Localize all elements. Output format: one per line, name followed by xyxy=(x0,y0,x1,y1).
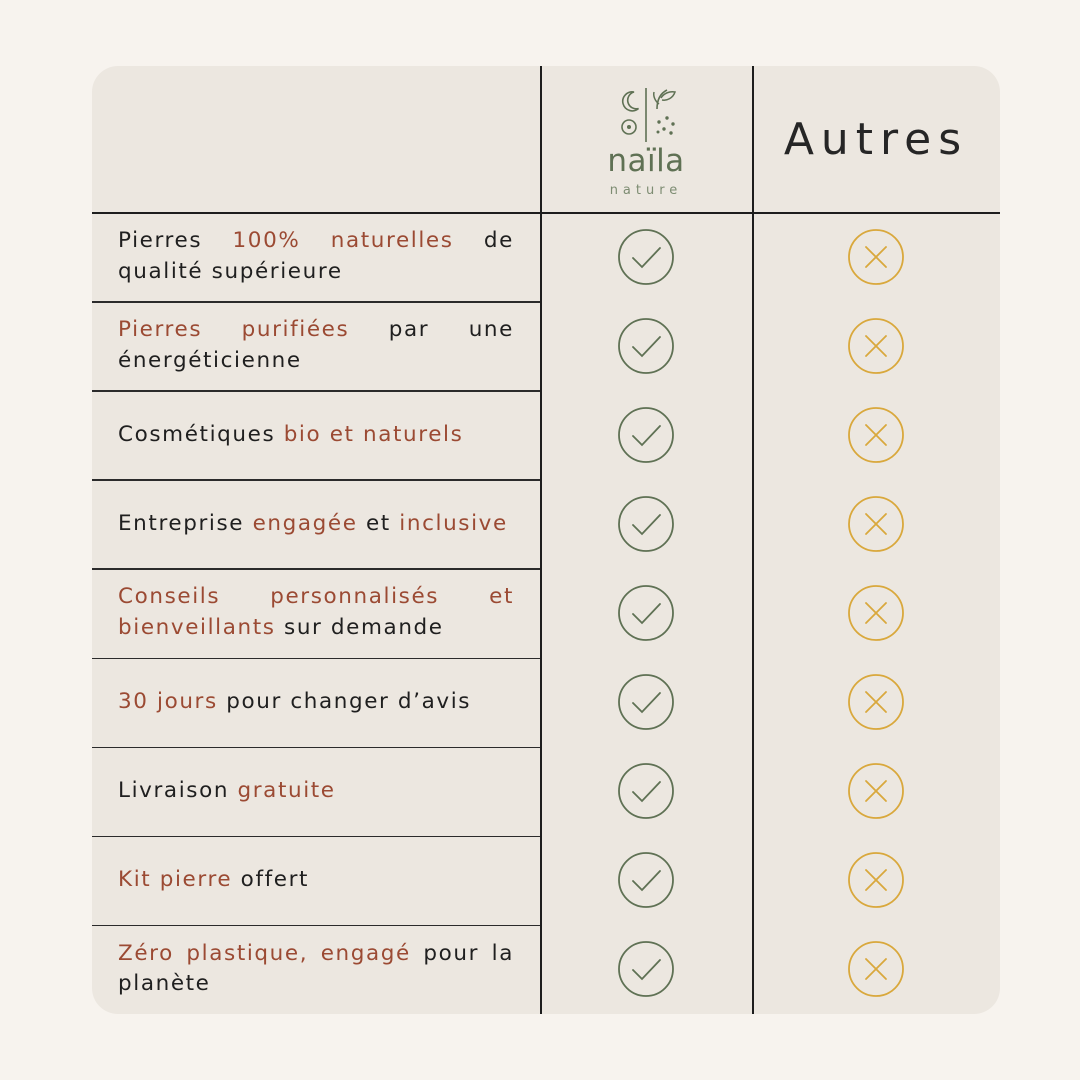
feature-text-plain: Pierres xyxy=(118,228,233,254)
feature-text-plain: Entreprise xyxy=(118,510,253,536)
check-circle-icon xyxy=(616,227,676,287)
feature-text-plain: de qualité supérieure xyxy=(118,228,514,284)
cross-circle-icon xyxy=(846,494,906,554)
row-divider xyxy=(92,479,540,481)
feature-text-highlight: Kit pierre xyxy=(118,867,233,893)
autres-mark-cell xyxy=(752,479,1000,568)
autres-mark-cell xyxy=(752,301,1000,390)
others-label: Autres xyxy=(783,113,969,165)
table-row-feature xyxy=(92,658,540,747)
feature-text-plain: Cosmétiques xyxy=(118,421,284,447)
feature-text-highlight: Conseils personnalisés et bienveillants xyxy=(118,584,514,640)
table-row-feature xyxy=(92,301,540,390)
feature-text xyxy=(118,420,514,451)
header-others-cell xyxy=(752,66,1000,212)
feature-text xyxy=(118,776,514,807)
column-divider-2 xyxy=(752,66,754,1014)
check-circle-icon xyxy=(616,672,676,732)
feature-text-plain: et xyxy=(357,510,400,536)
feature-text-highlight: gratuite xyxy=(237,777,336,803)
autres-mark-cell xyxy=(752,747,1000,836)
table-row-feature xyxy=(92,479,540,568)
comparison-grid xyxy=(92,66,1000,1014)
check-circle-icon xyxy=(616,316,676,376)
feature-text xyxy=(118,509,514,540)
naila-mark-cell xyxy=(540,925,752,1014)
feature-text xyxy=(118,687,514,718)
header-divider xyxy=(92,212,1000,214)
check-circle-icon xyxy=(616,850,676,910)
header-brand-cell xyxy=(540,66,752,212)
cross-circle-icon xyxy=(846,939,906,999)
row-divider xyxy=(92,925,540,927)
row-divider xyxy=(92,390,540,392)
feature-text-highlight: inclusive xyxy=(399,510,508,536)
check-circle-icon xyxy=(616,405,676,465)
cross-circle-icon xyxy=(846,316,906,376)
feature-text-plain: Livraison xyxy=(118,777,238,803)
column-divider-1 xyxy=(540,66,542,1014)
autres-mark-cell xyxy=(752,836,1000,925)
feature-text-highlight: engagée xyxy=(252,510,358,536)
brand-name: naïla xyxy=(607,143,685,179)
table-row-feature xyxy=(92,836,540,925)
table-row-feature xyxy=(92,925,540,1014)
cross-circle-icon xyxy=(846,405,906,465)
naila-mark-cell xyxy=(540,479,752,568)
autres-mark-cell xyxy=(752,568,1000,657)
check-circle-icon xyxy=(616,583,676,643)
row-divider xyxy=(92,747,540,749)
naila-mark-cell xyxy=(540,747,752,836)
table-row-feature xyxy=(92,212,540,301)
row-divider xyxy=(92,301,540,303)
autres-mark-cell xyxy=(752,658,1000,747)
cross-circle-icon xyxy=(846,227,906,287)
feature-text xyxy=(118,939,514,1000)
cross-circle-icon xyxy=(846,672,906,732)
table-row-feature xyxy=(92,390,540,479)
naila-mark-cell xyxy=(540,836,752,925)
naila-mark-cell xyxy=(540,390,752,479)
feature-text-plain: sur demande xyxy=(275,614,444,640)
feature-text xyxy=(118,865,514,896)
comparison-table-card xyxy=(92,66,1000,1014)
table-row-feature xyxy=(92,568,540,657)
brand-tagline: nature xyxy=(609,183,683,198)
feature-text-plain: pour la planète xyxy=(118,940,514,997)
feature-text-plain: pour changer d’avis xyxy=(217,688,472,714)
naila-mark-cell xyxy=(540,568,752,657)
naila-mark-cell xyxy=(540,212,752,301)
check-circle-icon xyxy=(616,761,676,821)
row-divider xyxy=(92,836,540,838)
feature-text-plain: offert xyxy=(232,867,310,893)
check-circle-icon xyxy=(616,939,676,999)
naila-mark-cell xyxy=(540,301,752,390)
table-row-feature xyxy=(92,747,540,836)
autres-mark-cell xyxy=(752,925,1000,1014)
cross-circle-icon xyxy=(846,761,906,821)
feature-text xyxy=(118,582,514,643)
cross-circle-icon xyxy=(846,850,906,910)
feature-text-highlight: bio et naturels xyxy=(283,421,464,447)
moon-plant-icon xyxy=(603,86,689,144)
feature-text-highlight: Zéro plastique, engagé xyxy=(118,940,411,966)
row-divider xyxy=(92,568,540,570)
feature-text xyxy=(118,226,514,287)
autres-mark-cell xyxy=(752,212,1000,301)
autres-mark-cell xyxy=(752,390,1000,479)
cross-circle-icon xyxy=(846,583,906,643)
row-divider xyxy=(92,658,540,660)
header-empty-cell xyxy=(92,66,540,212)
feature-text-highlight: 100% naturelles xyxy=(232,228,454,254)
feature-text-plain: par une énergéticienne xyxy=(118,317,514,373)
feature-text xyxy=(118,315,514,376)
naila-mark-cell xyxy=(540,658,752,747)
check-circle-icon xyxy=(616,494,676,554)
feature-text-highlight: Pierres purifiées xyxy=(118,317,350,343)
feature-text-highlight: 30 jours xyxy=(118,688,218,714)
